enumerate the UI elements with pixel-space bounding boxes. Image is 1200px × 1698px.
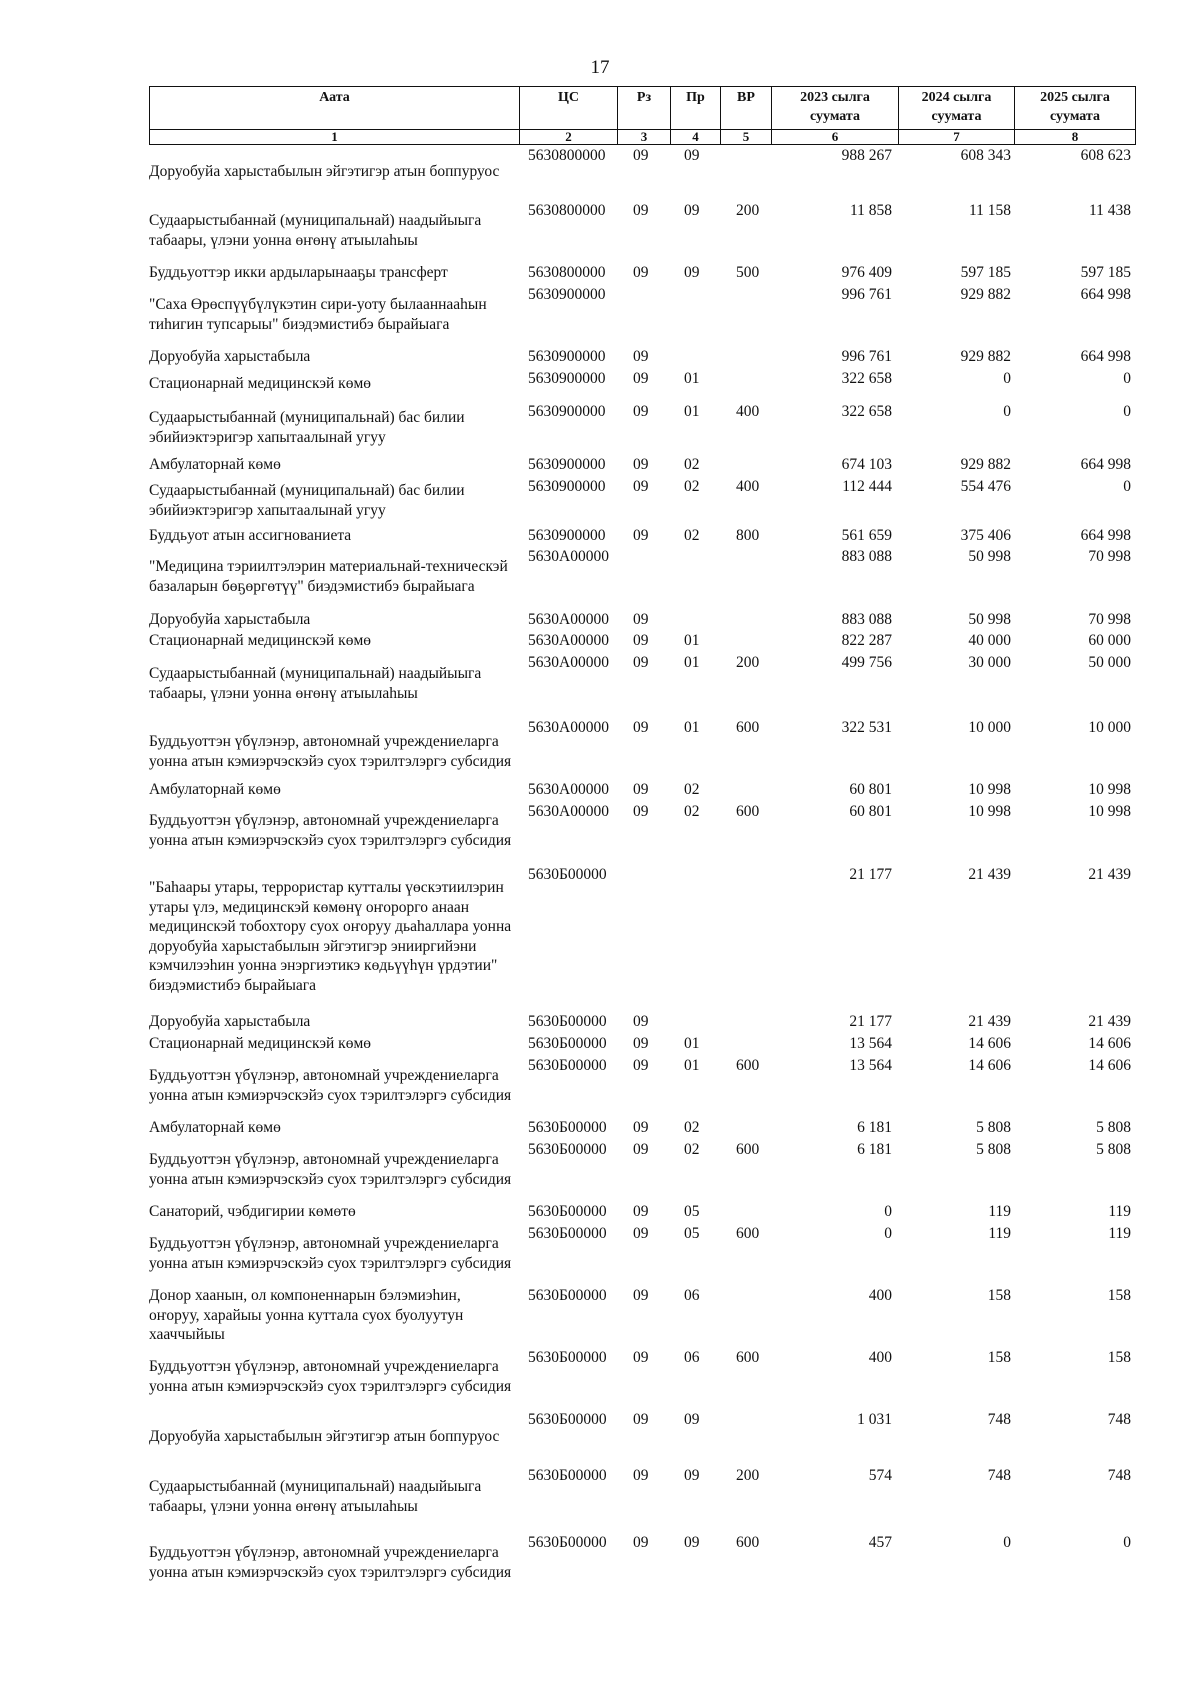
amount-2025: 748 — [1107, 1467, 1131, 1484]
row-name-line: уонна атын кэмиэрчэскэйэ суох тэрилтэлэргэ субсидия — [149, 1563, 512, 1581]
amount-2023: 822 287 — [841, 632, 892, 649]
col-number-7: 7 — [899, 130, 1015, 145]
amount-2023: 322 658 — [841, 403, 892, 420]
rz-code: 09 — [633, 1119, 649, 1136]
amount-2024: 10 000 — [968, 719, 1011, 736]
row-name-line: Буддьуоттэн үбүлэнэр, автономнай учреждениеларга — [149, 733, 499, 750]
rz-code: 09 — [633, 781, 649, 798]
amount-2024: 14 606 — [968, 1057, 1011, 1074]
amount-2023: 13 564 — [849, 1035, 892, 1052]
table-row — [0, 369, 1200, 392]
pr-code: 05 — [684, 1225, 700, 1242]
row-name-line: Амбулаторнай көмө — [149, 781, 281, 798]
amount-2025: 10 000 — [1088, 719, 1131, 736]
vr-code: 600 — [736, 719, 760, 736]
rz-code: 09 — [633, 803, 649, 820]
amount-2024: 375 406 — [960, 527, 1011, 544]
table-row — [0, 610, 1200, 630]
cs-code: 5630900000 — [528, 348, 606, 365]
cs-code: 5630Б00000 — [528, 1203, 607, 1220]
row-name-line: Доруобуйа харыстабылын эйгэтигэр атын боппуруос — [149, 1428, 500, 1445]
amount-2023: 60 801 — [849, 781, 892, 798]
row-name-line: эбийиэктэригэр хапытаалынай угуу — [149, 501, 386, 519]
rz-code: 09 — [633, 527, 649, 544]
table-row — [0, 780, 1200, 800]
vr-code: 600 — [736, 1141, 760, 1158]
page-number: 17 — [590, 57, 610, 78]
amount-2023: 883 088 — [841, 611, 892, 628]
amount-2024: 21 439 — [968, 1013, 1011, 1030]
table-row — [0, 1140, 1200, 1188]
amount-2025: 748 — [1107, 1411, 1131, 1428]
cs-code: 5630900000 — [528, 286, 606, 303]
vr-code: 200 — [736, 654, 760, 671]
amount-2025: 0 — [1123, 403, 1131, 420]
amount-2025: 10 998 — [1088, 803, 1131, 820]
row-name-line: уонна атын кэмиэрчэскэйэ суох тэрилтэлэргэ субсидия — [149, 831, 512, 849]
amount-2023: 400 — [868, 1349, 892, 1366]
col-header-name-text: Аата — [319, 90, 350, 105]
amount-2023: 322 531 — [841, 719, 892, 736]
rz-code: 09 — [633, 264, 649, 281]
vr-code: 800 — [736, 527, 760, 544]
row-name-line: доруобуйа харыстабылын эйгэтигэр энииргийэни — [149, 937, 477, 955]
table-row — [0, 477, 1200, 519]
row-name-line: Доруобуйа харыстабыла — [149, 1013, 311, 1030]
row-name-line: Судаарыстыбаннай (муниципальнай) наадыйыыга — [149, 1478, 482, 1495]
table-row — [0, 653, 1200, 702]
pr-code: 02 — [684, 478, 700, 495]
pr-code: 01 — [684, 370, 700, 387]
amount-2025: 10 998 — [1088, 781, 1131, 798]
rz-code: 09 — [633, 632, 649, 649]
cs-code: 5630900000 — [528, 370, 606, 387]
row-name-line: утары үлэ, медицинскэй көмөнү оҥорорго анаан — [149, 898, 470, 916]
col-header-2023-line2: суумата — [810, 109, 860, 124]
table-row — [0, 1034, 1200, 1054]
amount-2025: 158 — [1107, 1349, 1131, 1366]
row-name-line: Буддьуоттэн үбүлэнэр, автономнай учреждениеларга — [149, 1067, 499, 1084]
amount-2024: 158 — [987, 1349, 1011, 1366]
table-row — [0, 402, 1200, 446]
cs-code: 5630Б00000 — [528, 866, 607, 883]
amount-2024: 0 — [1003, 403, 1011, 420]
rz-code: 09 — [633, 478, 649, 495]
amount-2023: 574 — [868, 1467, 892, 1484]
amount-2023: 976 409 — [841, 264, 892, 281]
vr-code: 600 — [736, 1057, 760, 1074]
amount-2023: 6 181 — [857, 1141, 892, 1158]
amount-2025: 0 — [1123, 478, 1131, 495]
table-row — [0, 1348, 1200, 1395]
col-number-3: 3 — [618, 130, 671, 145]
amount-2024: 14 606 — [968, 1035, 1011, 1052]
table-row — [0, 547, 1200, 595]
row-name-line: Доруобуйа харыстабылын эйгэтигэр атын боппуруос — [149, 163, 500, 180]
cs-code: 5630А00000 — [528, 781, 609, 798]
table-row — [0, 201, 1200, 249]
vr-code: 600 — [736, 1349, 760, 1366]
row-name-line: Буддьуоттэн үбүлэнэр, автономнай учреждениеларга — [149, 812, 499, 829]
rz-code: 09 — [633, 1411, 649, 1428]
rz-code: 09 — [633, 611, 649, 628]
row-name-line: Судаарыстыбаннай (муниципальнай) наадыйыыга — [149, 665, 482, 682]
col-header-2023-line1: 2023 сылга — [800, 90, 870, 105]
amount-2025: 14 606 — [1088, 1035, 1131, 1052]
row-name-line: Буддьуоттэн үбүлэнэр, автономнай учреждениеларга — [149, 1235, 499, 1252]
row-name-line: уонна атын кэмиэрчэскэйэ суох тэрилтэлэргэ субсидия — [149, 1254, 512, 1272]
amount-2024: 929 882 — [960, 456, 1011, 473]
row-name-line: табаары, үлэни уонна өҥөнү атыылаһыы — [149, 1497, 418, 1515]
amount-2023: 21 177 — [849, 866, 892, 883]
rz-code: 09 — [633, 403, 649, 420]
col-number-5: 5 — [721, 130, 772, 145]
cs-code: 5630Б00000 — [528, 1411, 607, 1428]
row-name-line: Стационарнай медицинскэй көмө — [149, 632, 372, 649]
row-name-line: медицинскэй тобохтору суох оҥоруу дьаһаллара уонна — [149, 918, 512, 935]
cs-code: 5630А00000 — [528, 632, 609, 649]
pr-code: 01 — [684, 403, 700, 420]
amount-2023: 883 088 — [841, 548, 892, 565]
amount-2024: 608 343 — [960, 147, 1011, 164]
row-name-line: Донор хаанын, ол компоненнарын бэлэмиэһин, — [149, 1287, 461, 1304]
amount-2025: 11 438 — [1088, 202, 1131, 219]
table-row — [0, 1202, 1200, 1222]
table-row — [0, 1410, 1200, 1445]
amount-2024: 748 — [987, 1467, 1011, 1484]
amount-2025: 664 998 — [1080, 527, 1131, 544]
cs-code: 5630Б00000 — [528, 1287, 607, 1304]
pr-code: 09 — [684, 264, 700, 281]
rz-code: 09 — [633, 147, 649, 164]
vr-code: 600 — [736, 1534, 760, 1551]
pr-code: 01 — [684, 654, 700, 671]
row-name-line: оҥоруу, харайыы уонна куттала суох буолуутун — [149, 1306, 464, 1324]
row-name-line: тиһигин тупсарыы" биэдэмистибэ бырайыага — [149, 315, 450, 333]
row-name-line: Судаарыстыбаннай (муниципальнай) бас билии — [149, 482, 465, 499]
rz-code: 09 — [633, 370, 649, 387]
cs-code: 5630Б00000 — [528, 1225, 607, 1242]
table-row — [0, 1224, 1200, 1272]
table-row — [0, 1466, 1200, 1515]
amount-2023: 400 — [868, 1287, 892, 1304]
row-name-line: Судаарыстыбаннай (муниципальнай) наадыйыыга — [149, 212, 482, 229]
table-row — [0, 146, 1200, 180]
rz-code: 09 — [633, 1203, 649, 1220]
amount-2025: 0 — [1123, 370, 1131, 387]
amount-2023: 674 103 — [841, 456, 892, 473]
rz-code: 09 — [633, 348, 649, 365]
cs-code: 5630А00000 — [528, 719, 609, 736]
amount-2023: 996 761 — [841, 348, 892, 365]
row-name-line: "Саха Өрөспүүбүлүкэтин сири-уоту былааннааһын — [149, 296, 487, 313]
amount-2024: 0 — [1003, 370, 1011, 387]
col-number-2: 2 — [520, 130, 618, 145]
amount-2023: 988 267 — [841, 147, 892, 164]
pr-code: 02 — [684, 803, 700, 820]
amount-2025: 664 998 — [1080, 286, 1131, 303]
cs-code: 5630А00000 — [528, 654, 609, 671]
amount-2024: 929 882 — [960, 348, 1011, 365]
pr-code: 02 — [684, 1141, 700, 1158]
amount-2024: 40 000 — [968, 632, 1011, 649]
amount-2025: 664 998 — [1080, 348, 1131, 365]
amount-2025: 664 998 — [1080, 456, 1131, 473]
rz-code: 09 — [633, 202, 649, 219]
table-row — [0, 1056, 1200, 1104]
row-name-line: Санаторий, чэбдигирии көмөтө — [149, 1203, 356, 1220]
amount-2023: 0 — [884, 1225, 892, 1242]
vr-code: 200 — [736, 1467, 760, 1484]
row-name-line: Стационарнай медицинскэй көмө — [149, 375, 372, 392]
col-header-rz-text: Рз — [636, 90, 652, 105]
amount-2025: 14 606 — [1088, 1057, 1131, 1074]
pr-code: 02 — [684, 781, 700, 798]
cs-code: 5630А00000 — [528, 611, 609, 628]
cs-code: 5630900000 — [528, 527, 606, 544]
amount-2024: 748 — [987, 1411, 1011, 1428]
row-name-line: "Баһаары утары, террористар кутталы үөскэтиилэрин — [149, 879, 504, 896]
row-name-line: Буддьуоттэн үбүлэнэр, автономнай учреждениеларга — [149, 1151, 499, 1168]
amount-2025: 119 — [1108, 1225, 1131, 1242]
amount-2025: 597 185 — [1080, 264, 1131, 281]
amount-2023: 6 181 — [857, 1119, 892, 1136]
row-name-line: Судаарыстыбаннай (муниципальнай) бас билии — [149, 409, 465, 426]
cs-code: 5630Б00000 — [528, 1349, 607, 1366]
col-header-2025-line1: 2025 сылга — [1040, 90, 1110, 105]
col-number-6: 6 — [772, 130, 899, 145]
amount-2024: 158 — [987, 1287, 1011, 1304]
amount-2023: 1 031 — [857, 1411, 892, 1428]
amount-2025: 21 439 — [1088, 866, 1131, 883]
amount-2023: 996 761 — [841, 286, 892, 303]
amount-2025: 0 — [1123, 1534, 1131, 1551]
amount-2023: 21 177 — [849, 1013, 892, 1030]
row-name-line: базаларын бөҕөргөтүү" биэдэмистибэ бырайыага — [149, 577, 475, 595]
table-row — [0, 263, 1200, 283]
amount-2023: 112 444 — [842, 478, 892, 495]
table-row — [0, 1533, 1200, 1581]
amount-2023: 457 — [868, 1534, 892, 1551]
cs-code: 5630900000 — [528, 478, 606, 495]
table-row — [0, 455, 1200, 475]
row-name-line: Амбулаторнай көмө — [149, 456, 281, 473]
cs-code: 5630900000 — [528, 403, 606, 420]
cs-code: 5630800000 — [528, 202, 606, 219]
col-header-cs-text: ЦС — [558, 90, 579, 105]
amount-2024: 30 000 — [968, 654, 1011, 671]
vr-code: 500 — [736, 264, 760, 281]
rz-code: 09 — [633, 1035, 649, 1052]
amount-2025: 21 439 — [1088, 1013, 1131, 1030]
amount-2023: 322 658 — [841, 370, 892, 387]
amount-2024: 929 882 — [960, 286, 1011, 303]
row-name-line: Доруобуйа харыстабыла — [149, 611, 311, 628]
table-row — [0, 347, 1200, 367]
row-name-line: Амбулаторнай көмө — [149, 1119, 281, 1136]
rz-code: 09 — [633, 1141, 649, 1158]
table-row — [0, 1118, 1200, 1138]
amount-2025: 119 — [1108, 1203, 1131, 1220]
pr-code: 01 — [684, 1035, 700, 1052]
amount-2025: 60 000 — [1088, 632, 1131, 649]
pr-code: 09 — [684, 1411, 700, 1428]
amount-2023: 561 659 — [841, 527, 892, 544]
amount-2024: 119 — [988, 1203, 1011, 1220]
col-number-8: 8 — [1015, 130, 1136, 145]
row-name-line: табаары, үлэни уонна өҥөнү атыылаһыы — [149, 684, 418, 702]
vr-code: 400 — [736, 403, 760, 420]
row-name-line: уонна атын кэмиэрчэскэйэ суох тэрилтэлэргэ субсидия — [149, 1377, 512, 1395]
amount-2025: 70 998 — [1088, 611, 1131, 628]
pr-code: 02 — [684, 527, 700, 544]
amount-2023: 60 801 — [849, 803, 892, 820]
row-name-line: "Медицина тэриилтэлэрин материальнай-техническэй — [149, 558, 508, 575]
pr-code: 09 — [684, 1467, 700, 1484]
cs-code: 5630Б00000 — [528, 1467, 607, 1484]
row-name-line: уонна атын кэмиэрчэскэйэ суох тэрилтэлэргэ субсидия — [149, 752, 512, 770]
pr-code: 01 — [684, 719, 700, 736]
amount-2025: 70 998 — [1088, 548, 1131, 565]
amount-2025: 50 000 — [1088, 654, 1131, 671]
rz-code: 09 — [633, 1013, 649, 1030]
cs-code: 5630900000 — [528, 456, 606, 473]
row-name-line: уонна атын кэмиэрчэскэйэ суох тэрилтэлэргэ субсидия — [149, 1170, 512, 1188]
vr-code: 200 — [736, 202, 760, 219]
vr-code: 600 — [736, 1225, 760, 1242]
row-name-line: Стационарнай медицинскэй көмө — [149, 1035, 372, 1052]
pr-code: 01 — [684, 1057, 700, 1074]
amount-2023: 11 858 — [849, 202, 892, 219]
cs-code: 5630Б00000 — [528, 1013, 607, 1030]
row-name-line: Доруобуйа харыстабыла — [149, 348, 311, 365]
rz-code: 09 — [633, 1534, 649, 1551]
pr-code: 06 — [684, 1287, 700, 1304]
amount-2024: 21 439 — [968, 866, 1011, 883]
pr-code: 09 — [684, 147, 700, 164]
row-name-line: табаары, үлэни уонна өҥөнү атыылаһыы — [149, 231, 418, 249]
amount-2024: 10 998 — [968, 781, 1011, 798]
cs-code: 5630800000 — [528, 147, 606, 164]
table-row — [0, 802, 1200, 849]
amount-2025: 5 808 — [1096, 1119, 1131, 1136]
col-header-2024-line1: 2024 сылга — [921, 90, 992, 105]
amount-2024: 0 — [1003, 1534, 1011, 1551]
row-name-line: кэмчилээһин уонна энэргиэтикэ көдьүүһүн үрдэтии" — [149, 957, 498, 974]
vr-code: 400 — [736, 478, 760, 495]
row-name-line: Буддьуот атын ассигнованиета — [149, 527, 352, 544]
cs-code: 5630Б00000 — [528, 1141, 607, 1158]
col-header-vr-text: ВР — [737, 90, 755, 105]
col-header-pr-text: Пр — [686, 90, 705, 105]
amount-2024: 554 476 — [960, 478, 1011, 495]
pr-code: 02 — [684, 456, 700, 473]
vr-code: 600 — [736, 803, 760, 820]
amount-2024: 5 808 — [976, 1141, 1011, 1158]
rz-code: 09 — [633, 1287, 649, 1304]
pr-code: 09 — [684, 202, 700, 219]
col-number-1: 1 — [150, 130, 520, 145]
cs-code: 5630800000 — [528, 264, 606, 281]
cs-code: 5630А00000 — [528, 548, 609, 565]
col-header-2025-line2: суумата — [1050, 109, 1100, 124]
amount-2025: 608 623 — [1080, 147, 1131, 164]
amount-2023: 499 756 — [841, 654, 892, 671]
amount-2023: 0 — [884, 1203, 892, 1220]
pr-code: 09 — [684, 1534, 700, 1551]
rz-code: 09 — [633, 1225, 649, 1242]
rz-code: 09 — [633, 654, 649, 671]
table-row — [0, 1012, 1200, 1032]
amount-2023: 13 564 — [849, 1057, 892, 1074]
rz-code: 09 — [633, 719, 649, 736]
cs-code: 5630А00000 — [528, 803, 609, 820]
amount-2024: 50 998 — [968, 611, 1011, 628]
amount-2025: 158 — [1107, 1287, 1131, 1304]
pr-code: 02 — [684, 1119, 700, 1136]
pr-code: 05 — [684, 1203, 700, 1220]
table-row — [0, 865, 1200, 994]
table-row — [0, 631, 1200, 651]
amount-2024: 5 808 — [976, 1119, 1011, 1136]
col-number-4: 4 — [671, 130, 721, 145]
col-header-2024-line2: суумата — [931, 109, 982, 124]
row-name-line: биэдэмистибэ бырайыага — [149, 976, 317, 994]
cs-code: 5630Б00000 — [528, 1057, 607, 1074]
table-row — [0, 285, 1200, 333]
amount-2024: 50 998 — [968, 548, 1011, 565]
amount-2024: 10 998 — [968, 803, 1011, 820]
table-row — [0, 1286, 1200, 1343]
table-row — [0, 526, 1200, 546]
cs-code: 5630Б00000 — [528, 1534, 607, 1551]
row-name-line: хааччыйыы — [149, 1326, 225, 1343]
rz-code: 09 — [633, 1349, 649, 1366]
rz-code: 09 — [633, 456, 649, 473]
amount-2024: 119 — [988, 1225, 1011, 1242]
amount-2025: 5 808 — [1096, 1141, 1131, 1158]
amount-2024: 11 158 — [968, 202, 1011, 219]
pr-code: 01 — [684, 632, 700, 649]
table-row — [0, 718, 1200, 770]
row-name-line: эбийиэктэригэр хапытаалынай угуу — [149, 428, 386, 446]
amount-2024: 597 185 — [960, 264, 1011, 281]
rz-code: 09 — [633, 1467, 649, 1484]
row-name-line: Буддьуоттэн үбүлэнэр, автономнай учреждениеларга — [149, 1358, 499, 1375]
pr-code: 06 — [684, 1349, 700, 1366]
row-name-line: уонна атын кэмиэрчэскэйэ суох тэрилтэлэргэ субсидия — [149, 1086, 512, 1104]
row-name-line: Буддьуоттэн үбүлэнэр, автономнай учреждениеларга — [149, 1544, 499, 1561]
row-name-line: Буддьуоттэр икки ардыларынааҕы трансферт — [149, 264, 448, 281]
cs-code: 5630Б00000 — [528, 1035, 607, 1052]
rz-code: 09 — [633, 1057, 649, 1074]
cs-code: 5630Б00000 — [528, 1119, 607, 1136]
